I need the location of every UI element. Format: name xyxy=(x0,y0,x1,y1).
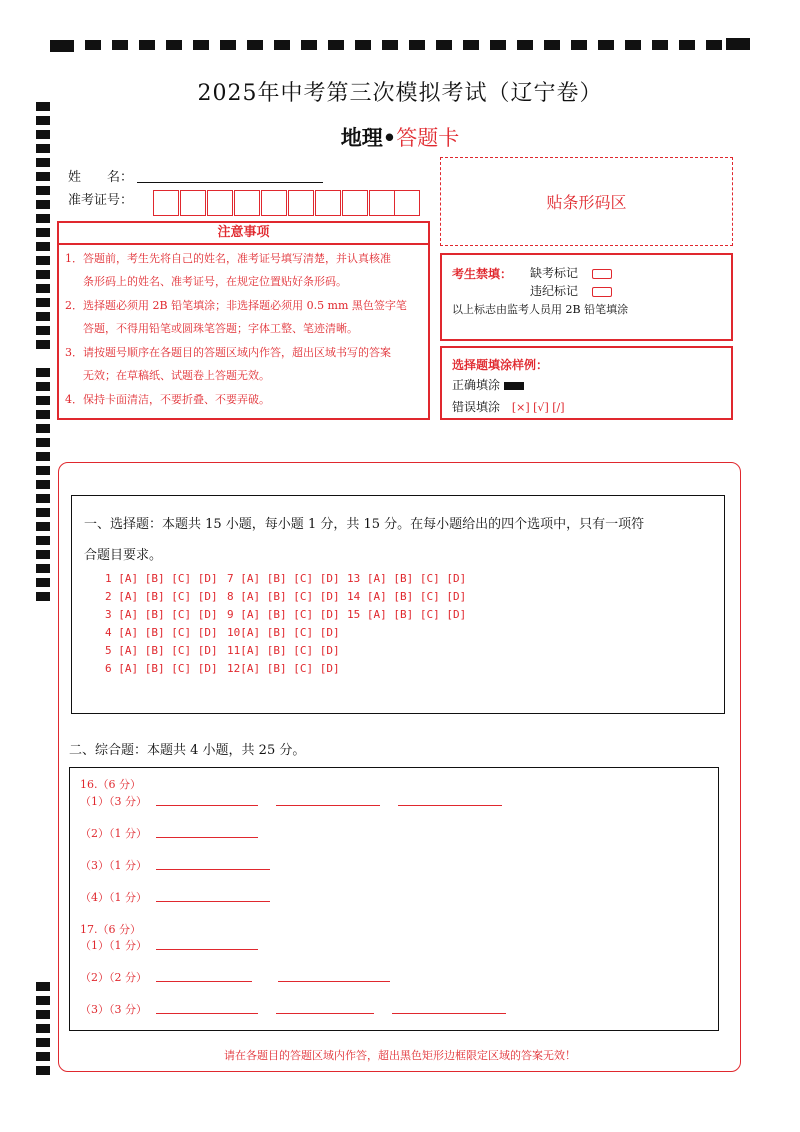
q17-part1-answer[interactable] xyxy=(156,949,258,950)
violation-checkbox[interactable] xyxy=(592,287,612,297)
id-digit-box[interactable] xyxy=(315,190,341,216)
mcq-question[interactable]: 6 [A] [B] [C] [D] xyxy=(105,662,218,675)
mcq-question[interactable]: 5 [A] [B] [C] [D] xyxy=(105,644,218,657)
violation-mark[interactable]: 违纪标记 xyxy=(530,282,612,299)
filled-mark-icon xyxy=(504,382,524,390)
mcq-question[interactable]: 7 [A] [B] [C] [D] xyxy=(227,572,340,585)
mcq-question[interactable]: 10[A] [B] [C] [D] xyxy=(227,626,340,639)
q17-part3-answer-a[interactable] xyxy=(156,1013,258,1014)
comprehensive-section xyxy=(69,767,719,1031)
forbidden-title: 考生禁填： xyxy=(452,267,513,281)
q17-part2-answer-a[interactable] xyxy=(156,981,252,982)
mcq-question[interactable]: 8 [A] [B] [C] [D] xyxy=(227,590,340,603)
section1-heading-line2: 合题目要求。 xyxy=(84,548,163,563)
q16-part4-label: （4）（1 分） xyxy=(80,891,147,904)
q17-part1-label: （1）（1 分） xyxy=(80,939,147,952)
q16-part3-answer[interactable] xyxy=(156,869,270,870)
q16-heading: 16.（6 分） xyxy=(80,778,141,791)
q17-part3-label: （3）（3 分） xyxy=(80,1003,147,1016)
mcq-question[interactable]: 14 [A] [B] [C] [D] xyxy=(347,590,467,603)
card-subtitle xyxy=(0,122,800,152)
name-label: 姓 名： xyxy=(68,170,134,185)
q17-part2-answer-b[interactable] xyxy=(278,981,390,982)
q16-part2-answer[interactable] xyxy=(156,837,258,838)
q16-part2-label: （2）（1 分） xyxy=(80,827,147,840)
mcq-question[interactable]: 2 [A] [B] [C] [D] xyxy=(105,590,218,603)
id-digit-box[interactable] xyxy=(180,190,206,216)
absent-mark[interactable]: 缺考标记 xyxy=(530,264,612,281)
notice-item-1: 1．答题前，考生先将自己的姓名，准考证号填写清楚，并认真核准 条形码上的姓名、准考证号，在规定位置贴好条形码。 xyxy=(65,252,391,288)
id-digit-box[interactable] xyxy=(234,190,260,216)
q16-part3-label: （3）（1 分） xyxy=(80,859,147,872)
mcq-question[interactable]: 15 [A] [B] [C] [D] xyxy=(347,608,467,621)
id-digit-box[interactable] xyxy=(369,190,395,216)
id-digit-box[interactable] xyxy=(261,190,287,216)
notice-item-3: 3．请按题号顺序在各题目的答题区域内作答，超出区域书写的答案 无效；在草稿纸、试题卷上答题无效。 xyxy=(65,346,391,382)
id-digit-box[interactable] xyxy=(153,190,179,216)
subject-name: 地理 xyxy=(340,126,383,150)
fill-example-title: 选择题填涂样例： xyxy=(452,358,549,372)
q16-part4-answer[interactable] xyxy=(156,901,270,902)
forbidden-note: 以上标志由监考人员用 2B 铅笔填涂 xyxy=(452,303,629,316)
mcq-question[interactable]: 11[A] [B] [C] [D] xyxy=(227,644,340,657)
card-label: 答题卡 xyxy=(396,126,460,150)
notice-box xyxy=(57,221,430,420)
section2-heading: 二、综合题：本题共 4 小题，共 25 分。 xyxy=(69,743,306,758)
subtitle-dot: • xyxy=(382,126,397,150)
notice-item-2: 2．选择题必须用 2B 铅笔填涂；非选择题必须用 0.5 mm 黑色签字笔 答题，不得用铅笔或圆珠笔答题；字体工整、笔迹清晰。 xyxy=(65,299,407,335)
mcq-question[interactable]: 4 [A] [B] [C] [D] xyxy=(105,626,218,639)
id-digit-box[interactable] xyxy=(288,190,314,216)
footer-warning: 请在各题目的答题区域内作答，超出黑色矩形边框限定区域的答案无效！ xyxy=(224,1049,576,1062)
barcode-area xyxy=(440,157,733,246)
id-digit-box[interactable] xyxy=(207,190,233,216)
id-digit-box[interactable] xyxy=(394,190,420,216)
barcode-label: 贴条形码区 xyxy=(546,193,627,212)
q17-part2-label: （2）（2 分） xyxy=(80,971,147,984)
mcq-section xyxy=(71,495,725,714)
wrong-fill: 错误填涂 [×] [√] [/] xyxy=(452,400,565,414)
examiner-marks-box xyxy=(440,253,733,341)
id-label: 准考证号： xyxy=(68,193,134,208)
name-field[interactable] xyxy=(137,182,323,183)
section1-heading-line1: 一、选择题：本题共 15 小题，每小题 1 分，共 15 分。在每小题给出的四个选项中，只有一项符 xyxy=(84,517,645,532)
q16-part1-label: （1）（3 分） xyxy=(80,795,147,808)
q16-part1-answer-a[interactable] xyxy=(156,805,258,806)
correct-fill: 正确填涂 xyxy=(452,376,524,393)
fill-example-box xyxy=(440,346,733,420)
q17-part3-answer-b[interactable] xyxy=(276,1013,374,1014)
q17-heading: 17.（6 分） xyxy=(80,923,141,936)
notice-title: 注意事项 xyxy=(59,223,428,245)
mcq-question[interactable]: 3 [A] [B] [C] [D] xyxy=(105,608,218,621)
id-digit-box[interactable] xyxy=(342,190,368,216)
mcq-question[interactable]: 13 [A] [B] [C] [D] xyxy=(347,572,467,585)
exam-title: 2025年中考第三次模拟考试（辽宁卷） xyxy=(197,81,603,106)
q17-part3-answer-c[interactable] xyxy=(392,1013,506,1014)
q16-part1-answer-c[interactable] xyxy=(398,805,502,806)
mcq-question[interactable]: 9 [A] [B] [C] [D] xyxy=(227,608,340,621)
q16-part1-answer-b[interactable] xyxy=(276,805,380,806)
mcq-question[interactable]: 12[A] [B] [C] [D] xyxy=(227,662,340,675)
wrong-marks: [×] [√] [/] xyxy=(511,401,565,414)
notice-item-4: 4．保持卡面清洁，不要折叠、不要弄破。 xyxy=(65,393,270,406)
absent-checkbox[interactable] xyxy=(592,269,612,279)
mcq-question[interactable]: 1 [A] [B] [C] [D] xyxy=(105,572,218,585)
